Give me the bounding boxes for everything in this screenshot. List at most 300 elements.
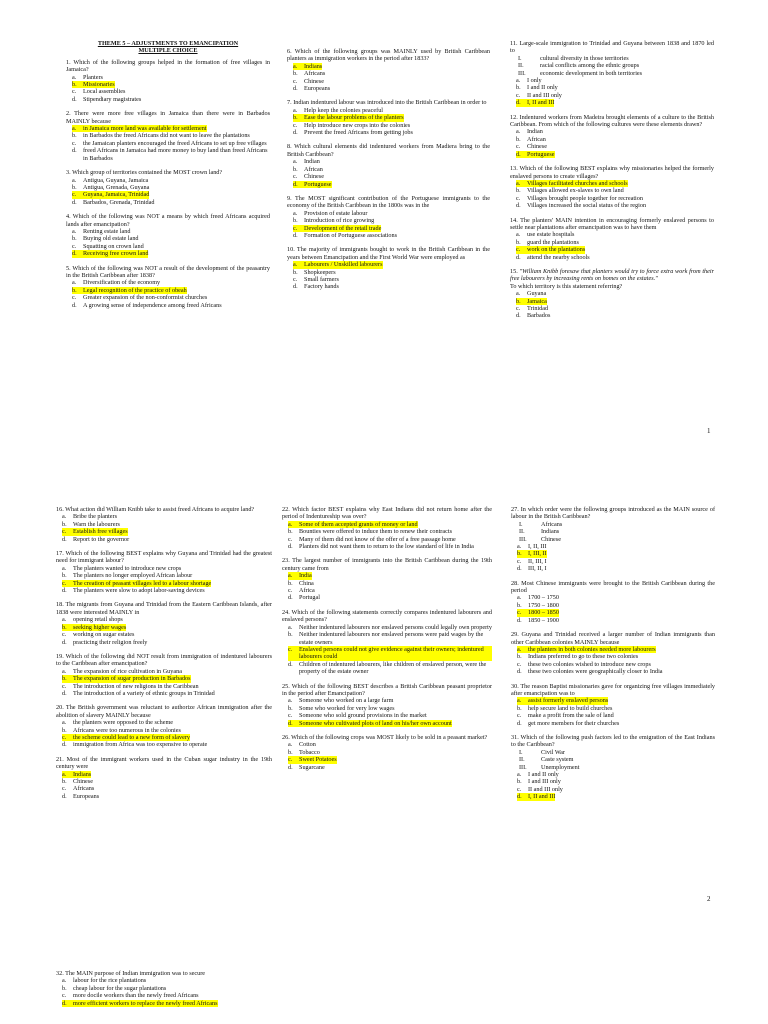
question-stem-row [56,704,272,719]
answer-option [56,741,272,748]
answer-option [282,697,492,704]
question-number: 16. [56,506,64,513]
option-letter: d. [517,793,522,801]
question-stem: Which of the following groups helped in the formation of free villages in Jamaica? [66,58,271,74]
question-number: 27. [511,506,519,513]
option-text: Some who worked for very low wages [299,704,395,712]
question [66,265,270,309]
answer-option [511,786,715,793]
answer-highlight [72,250,148,257]
page-1-column-3 [510,40,714,320]
option-letter: d. [62,587,67,595]
option-letter: a. [293,106,298,114]
answer-option [510,290,714,297]
answer-option [287,232,490,239]
question-stem-row [282,506,492,521]
question [282,734,492,771]
answer-highlight [293,181,332,188]
option-text: Africans [304,70,326,78]
answer-option [510,239,714,246]
question-stem: In which order were the following groups introduced as the MAIN source of labour in the British Caribbean? [511,506,716,521]
option-text: Buying old estate land [83,235,139,243]
question [66,110,270,162]
option-letter: a. [516,128,521,136]
question-stem: Which of the following crops was MOST likely to be sold in a peasant market? [291,733,488,741]
option-letter: c. [293,173,298,181]
option-text: Bounties were offered to induce them to renew their contracts [299,528,452,536]
option-letter: d. [288,719,293,727]
option-text: II, III, I [528,557,547,565]
option-letter: d. [62,689,67,697]
option-text: Report to the governor [73,535,130,543]
question-stem-row [287,99,490,106]
answer-options [511,646,715,676]
answer-option [510,254,714,261]
question [282,506,492,550]
page-1 [0,0,768,490]
answer-option [66,228,270,235]
question-number: 8. [287,143,292,151]
option-text: immigration from Africa was too expensive to operate [73,741,208,749]
question-stem: Which of the following was NOT a result of the development of the peasantry in the British Caribbean after 1838? [66,264,270,279]
option-text: Antigua, Guyana, Jamaica [83,176,149,184]
option-letter: b. [62,572,67,580]
answer-option [56,977,276,984]
option-text: Sugarcane [299,763,325,771]
answer-options [287,210,490,240]
question-number: 9. [287,194,292,202]
answer-option [511,565,715,572]
question-stem-row [510,217,714,232]
option-letter: b. [516,135,521,143]
option-letter: b. [293,114,298,122]
answer-option [287,276,490,283]
option-text: 1850 – 1900 [528,616,559,624]
answer-options [287,107,490,137]
answer-option-highlighted [510,246,714,253]
roman-item [511,536,715,543]
question-number: 31. [511,733,519,741]
question-stem-row [56,550,272,565]
answer-option [282,580,492,587]
question-stem-row [287,195,490,210]
option-letter: d. [293,85,298,93]
question-number: 1. [66,58,71,66]
option-letter: b. [72,286,77,294]
question-stem: Which of the following statements correctly compares indentured labourers and enslaved persons? [282,608,492,624]
option-letter: c. [517,609,522,617]
answer-option [282,749,492,756]
question-stem-row [56,506,272,513]
option-letter: c. [516,143,521,151]
option-text: The creation of peasant villages led to a labour shortage [73,579,212,587]
answer-highlight [62,580,211,587]
option-text: in Barbados the freed Africans did not want to leave the plantations [83,132,250,140]
question-stem-row [282,609,492,624]
option-letter: d. [62,535,67,543]
option-text: Development of the retail trade [304,224,382,232]
option-letter: d. [62,792,67,800]
answer-option [56,587,272,594]
question-stem-row [66,169,270,176]
option-text: Villages increased the social status of the region [527,202,647,210]
answer-option-highlighted [511,646,715,653]
answer-option [511,720,715,727]
answer-highlight [62,624,126,631]
question-stem-row [287,48,490,63]
answer-option [66,147,270,162]
page-1-column-1 [66,40,270,309]
page-number: 1 [707,427,711,435]
roman-item [511,749,715,756]
option-letter: c. [72,294,77,302]
answer-options [56,565,272,595]
option-letter: d. [517,719,522,727]
option-text: Missionaries [83,81,115,89]
question-stem-row [510,165,714,180]
answer-option-highlighted [287,261,490,268]
answer-option-highlighted [56,624,272,631]
answer-highlight [293,225,381,232]
question-number: 29. [511,631,519,639]
option-text: The planters were slow to adopt labor-saving devices [73,587,205,595]
question [282,683,492,727]
option-text: Ease the labour problems of the planters [304,114,404,122]
question-stem-row [66,213,270,228]
question-stem: Which of the following push factors led to the emigration of the East Indians to the Caribbean? [511,733,715,749]
question-list [66,59,270,309]
question-number: 18. [56,601,64,609]
option-letter: d. [516,312,521,320]
option-letter: c. [293,121,298,129]
answer-option [66,294,270,301]
question-stem: The majority of immigrants bought to work in the British Caribbean in the years between Emancipation and the First World War were employed as [287,246,490,261]
question [511,683,715,727]
option-letter: c. [516,246,521,254]
option-text: opening retail shops [73,616,123,624]
question [510,268,714,320]
option-text: I, III, II [528,550,547,558]
question-stem: Guyana and Trinidad received a larger number of Indian immigrants than other Caribbean colonies MAINLY because [511,631,715,646]
option-text: Cotton [299,741,316,749]
roman-numeral: II. [519,528,525,536]
option-letter: a. [62,719,67,727]
question-number: 14. [510,216,518,224]
option-text: Provision of estate labour [304,209,368,217]
question [287,48,490,92]
option-text: the planters in both colonies needed more labourers [528,645,656,653]
answer-option [56,683,272,690]
option-text: II and III only [528,785,563,793]
answer-option-highlighted [66,81,270,88]
option-letter: b. [72,132,77,140]
option-letter: d. [288,763,293,771]
option-letter: d. [293,180,298,188]
answer-option [287,129,490,136]
roman-numeral: III. [519,535,527,543]
option-letter: c. [288,756,293,764]
answer-option [511,705,715,712]
answer-options [287,63,490,93]
question-stem: Which group of territories contained the MOST crown land? [72,169,223,177]
option-letter: d. [516,99,521,107]
option-letter: d. [62,741,67,749]
roman-item [511,528,715,535]
answer-option [282,705,492,712]
option-text: I, II and III [527,99,555,107]
question-number: 6. [287,48,292,55]
question-stem: Most of the immigrant workers used in the Cuban sugar industry in the 19th century were [56,755,272,771]
answer-option-highlighted [66,250,270,257]
answer-highlight [72,191,149,198]
option-letter: a. [72,227,77,235]
question [287,246,490,290]
answer-option [282,536,492,543]
answer-option [56,668,272,675]
option-letter: b. [517,601,522,609]
question-number: 32. [56,970,64,977]
option-letter: a. [62,564,67,572]
question-number: 25. [282,682,290,690]
answer-option [282,631,492,646]
answer-options [511,594,715,624]
option-letter: a. [288,572,293,580]
answer-option-highlighted [510,298,714,305]
option-letter: d. [62,999,67,1007]
option-letter: c. [288,712,293,720]
answer-option-highlighted [511,550,715,557]
option-letter: b. [288,528,293,536]
question [56,653,272,697]
option-letter: c. [288,645,293,653]
question-stem: Indentured workers from Madeira brought elements of a culture to the British Caribbean. From which of the following cultures were these elements drawn? [510,113,714,129]
page-title [66,40,270,55]
roman-list [510,55,714,77]
roman-item [510,55,714,62]
option-text: Diversification of the economy [83,279,161,287]
question-stem: Which of the following did NOT result from immigration of indentured labourers to the Caribbean after emancipation? [56,652,273,668]
option-letter: b. [62,520,67,528]
option-letter: b. [62,984,67,992]
answer-highlight [517,793,555,800]
option-letter: d. [293,283,298,291]
option-letter: a. [62,770,67,778]
option-text: Help keep the colonies peaceful [304,106,384,114]
option-text: A growing sense of independence among freed Africans [83,301,222,309]
option-text: Indians preferred to go to these two colonies [528,653,639,661]
answer-options [511,771,715,801]
answer-option [66,199,270,206]
answer-option-highlighted [511,793,715,800]
option-letter: b. [516,84,521,92]
option-text: The expansion of sugar production in Barbados [73,675,191,683]
option-letter: a. [517,771,522,778]
question-stem-row [511,631,715,646]
page-2-column-1 [56,506,272,800]
question [56,506,272,543]
option-text: The expansion of rice cultivation in Guyana [73,667,182,675]
answer-option [287,78,490,85]
question-number: 15. [510,267,518,275]
answer-option [56,521,272,528]
option-letter: d. [62,638,67,646]
option-text: more efficient workers to replace the newly freed Africans [73,999,218,1007]
option-text: Someone who sold ground provisions in the market [299,712,427,720]
roman-text: racial conflicts among the ethnic groups [540,62,640,70]
answer-option [511,668,715,675]
option-letter: a. [517,645,522,653]
option-letter: b. [516,238,521,246]
question-stem-row [56,601,272,616]
answer-option [511,558,715,565]
question [510,40,714,107]
option-text: Africans were too numerous in the colonies [73,726,181,734]
option-text: Labourers / Unskilled labourers [304,261,383,269]
option-letter: c. [72,139,77,147]
option-text: Squatting on crown land [83,242,144,250]
option-letter: d. [288,543,293,551]
option-text: III, II, I [528,565,547,573]
question-stem-row [66,110,270,125]
question-stem-row [511,506,715,521]
option-letter: a. [293,62,298,70]
answer-option [510,195,714,202]
answer-options [282,624,492,676]
answer-option [66,74,270,81]
answer-highlight [293,114,404,121]
answer-option [282,624,492,631]
option-text: Indian [527,128,543,136]
option-letter: d. [72,301,77,309]
question-stem: Which of the following BEST explains why Guyana and Trinidad had the greatest need for immigrant labour? [56,550,272,565]
roman-text: cultural diversity in those territories [540,54,629,62]
answer-option [287,173,490,180]
question-number: 2. [66,110,71,118]
question-stem-row [56,756,272,771]
option-letter: c. [62,785,67,793]
answer-options [511,697,715,727]
answer-options [511,543,715,573]
answer-option [56,513,272,520]
option-text: these two colonies wished to introduce new crops [528,660,651,668]
option-text: Greater expansion of the non-conformist churches [83,294,208,302]
option-letter: d. [72,250,77,258]
answer-options [56,616,272,646]
quote-text: "William Knibb foresaw that planters would try to force extra work from their free labourers by increasing rents on homes on the estates." [510,267,715,283]
answer-option [510,187,714,194]
answer-option-highlighted [56,1000,276,1007]
option-text: Guyana [527,290,547,298]
answer-option [56,727,272,734]
option-letter: b. [517,704,522,712]
answer-option [282,764,492,771]
question-stem: The British government was reluctant to authorize African immigration after the abolition of slavery MAINLY because [56,704,273,719]
roman-numeral: I. [519,520,523,528]
option-text: Enslaved persons could not give evidence against their owners; indentured labourers could [299,645,484,661]
answer-highlight [72,81,115,88]
option-letter: b. [72,235,77,243]
option-text: Africans [73,785,95,793]
answer-highlight [62,675,191,682]
option-letter: c. [62,579,67,587]
option-text: Planters [83,73,103,81]
answer-options [510,231,714,261]
option-text: Villages brought people together for recreation [527,194,643,202]
option-text: Antigua, Grenada, Guyana [83,183,150,191]
question [66,169,270,206]
question [287,99,490,136]
option-text: attend the nearby schools [527,253,590,261]
option-text: these two colonies were geographically closer to India [528,668,663,676]
roman-text: Africans [541,520,563,528]
option-letter: a. [517,543,522,551]
option-text: Europeans [73,792,100,800]
answer-option [56,785,272,792]
option-text: Small farmers [304,275,339,283]
answer-option [287,283,490,290]
roman-text: Indians [541,528,560,536]
answer-options [56,771,272,801]
question [510,165,714,209]
option-letter: d. [288,594,293,602]
question-number: 5. [66,264,71,272]
answer-highlight [288,720,452,727]
answer-option [511,653,715,660]
roman-numeral: I. [518,54,522,62]
option-letter: b. [62,726,67,734]
option-text: Indians [73,770,92,778]
answer-highlight [72,125,207,132]
option-letter: a. [62,513,67,521]
answer-option [510,92,714,99]
roman-item [510,70,714,77]
answer-option [66,140,270,147]
answer-option [287,210,490,217]
roman-item [511,764,715,771]
answer-option-highlighted [56,771,272,778]
question-stem-row [282,683,492,698]
answer-highlight [62,1000,218,1007]
option-text: practicing their religion freely [73,638,148,646]
answer-options [56,513,272,543]
answer-option [510,143,714,150]
option-letter: c. [517,660,522,668]
answer-option-highlighted [510,180,714,187]
option-text: China [299,579,314,587]
question-number: 24. [282,608,290,616]
option-letter: a. [72,176,77,184]
question-number: 13. [510,165,518,173]
roman-numeral: III. [518,69,526,77]
option-letter: d. [516,202,521,210]
roman-text: Chinese [541,535,561,543]
option-text: Chinese [73,778,93,785]
option-text: guard the plantations [527,238,579,246]
question [511,631,715,675]
answer-highlight [516,298,547,305]
answer-option [511,602,715,609]
option-letter: d. [516,253,521,261]
answer-options [66,228,270,258]
option-text: African [527,135,546,143]
answer-highlight [288,646,492,661]
question-stem-row [511,683,715,698]
option-letter: a. [288,520,293,528]
answer-option [282,741,492,748]
answer-option [511,543,715,550]
answer-option [511,771,715,778]
answer-highlight [288,572,312,579]
